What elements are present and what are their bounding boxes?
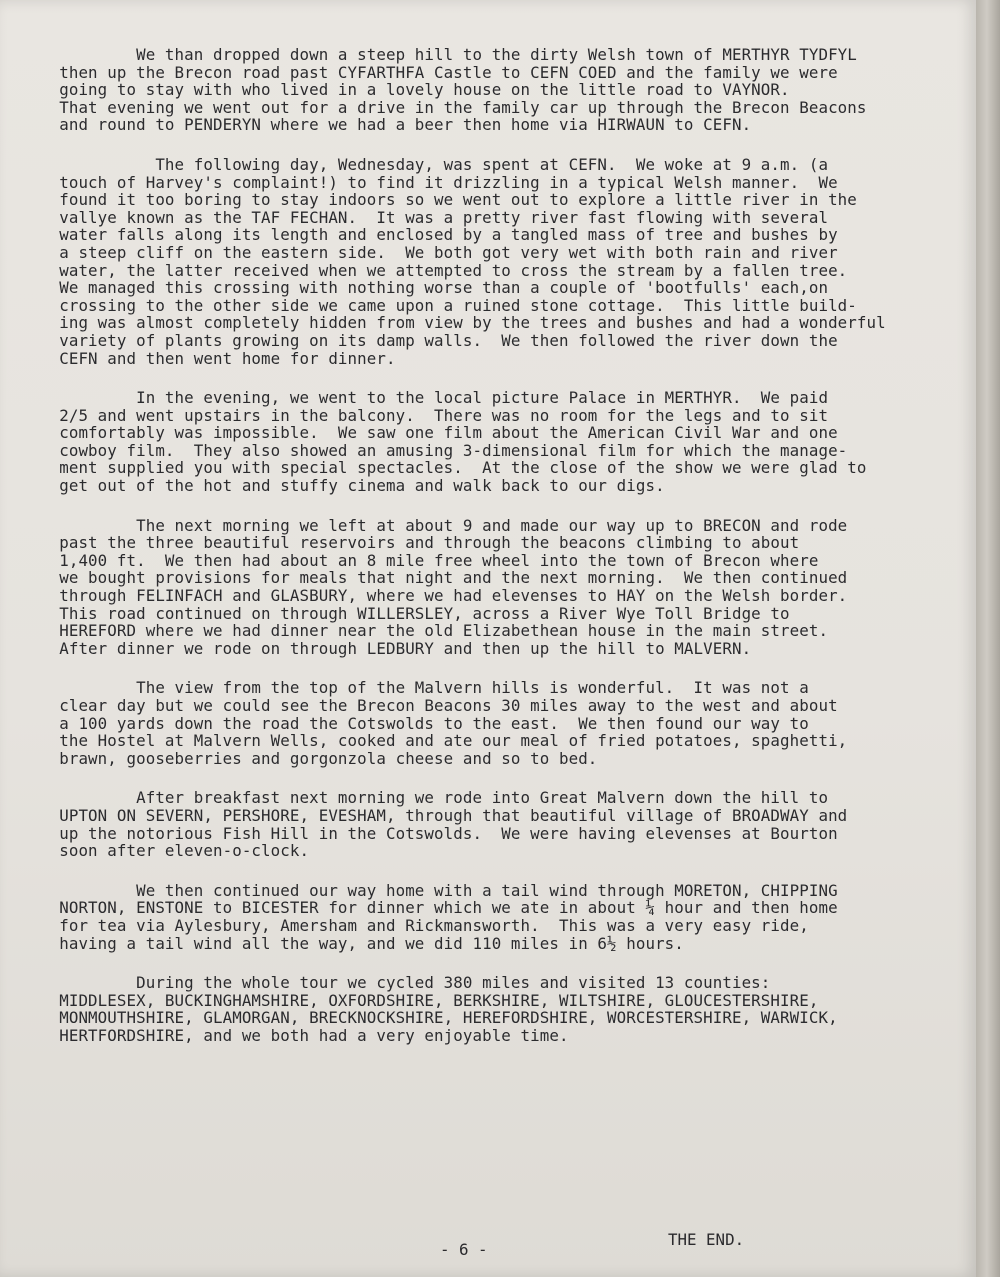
text-line: MONMOUTHSHIRE, GLAMORGAN, BRECKNOCKSHIRE, HEREFORDSHIRE, WORCESTERSHIRE, WARWICK,	[40, 1008, 838, 1028]
text-line: a 100 yards down the road the Cotswolds to the east. We then found our way to	[40, 713, 809, 733]
text-line: clear day but we could see the Brecon Beacons 30 miles away to the west and about	[40, 696, 838, 715]
text-line: MIDDLESEX, BUCKINGHAMSHIRE, OXFORDSHIRE, BERKSHIRE, WILTSHIRE, GLOUCESTERSHIRE,	[40, 990, 819, 1010]
page-footer	[0, 1226, 976, 1259]
text-line: The next morning we left at about 9 and made our way up to BRECON and rode	[40, 515, 848, 535]
text-line: and round to PENDERYN where we had a beer then home via HIRWAUN to CEFN.	[40, 115, 752, 135]
text-line: touch of Harvey's complaint!) to find it drizzling in a typical Welsh manner. We	[40, 172, 838, 192]
text-line: During the whole tour we cycled 380 miles and visited 13 counties:	[40, 973, 771, 993]
text-line: cowboy film. They also showed an amusing 3-dimensional film for which the manage-	[40, 440, 848, 460]
text-line: a steep cliff on the eastern side. We both got very wet with both rain and river	[40, 242, 838, 262]
text-line: HERTFORDSHIRE, and we both had a very enjoyable time.	[40, 1025, 569, 1045]
text-line: We than dropped down a steep hill to the dirty Welsh town of MERTHYR TYDFYL	[40, 45, 857, 64]
text-line: In the evening, we went to the local picture Palace in MERTHYR. We paid	[40, 388, 829, 408]
paragraph-malvern	[40, 679, 970, 767]
text-line: for tea via Aylesbury, Amersham and Rickmansworth. This was a very easy ride,	[40, 915, 809, 935]
paragraph-merthyr	[40, 46, 970, 134]
text-line: The view from the top of the Malvern hills is wonderful. It was not a	[40, 678, 809, 698]
text-line: That evening we went out for a drive in the family car up through the Brecon Beacons	[40, 97, 867, 117]
text-line: 2/5 and went upstairs in the balcony. There was no room for the legs and to sit	[40, 405, 829, 425]
paragraph-cinema	[40, 389, 970, 495]
text-line: HEREFORD where we had dinner near the old Elizabethean house in the main street.	[40, 621, 829, 641]
text-line: up the notorious Fish Hill in the Cotswolds. We were having elevenses at Bourton	[40, 823, 838, 843]
text-line: ing was almost completely hidden from view by the trees and bushes and had a wonderful	[40, 313, 886, 333]
text-line: past the three beautiful reservoirs and through the beacons climbing to about	[40, 533, 800, 553]
text-line: vallye known as the TAF FECHAN. It was a pretty river fast flowing with several	[40, 207, 829, 227]
text-line: 1,400 ft. We then had about an 8 mile free wheel into the town of Brecon where	[40, 550, 819, 570]
paragraph-brecon	[40, 517, 970, 658]
text-line: After breakfast next morning we rode into Great Malvern down the hill to	[40, 788, 829, 808]
text-line: NORTON, ENSTONE to BICESTER for dinner which we ate in about ¼ hour and then home	[40, 898, 838, 918]
paragraph-broadway	[40, 789, 970, 859]
paragraph-summary	[40, 974, 970, 1044]
text-line: We then continued our way home with a tail wind through MORETON, CHIPPING	[40, 880, 838, 900]
paragraph-wednesday	[40, 156, 970, 367]
page-body	[40, 46, 970, 1067]
text-line: UPTON ON SEVERN, PERSHORE, EVESHAM, through that beautiful village of BROADWAY and	[40, 805, 848, 825]
text-line: ment supplied you with special spectacles. At the close of the show we were glad to	[40, 458, 867, 478]
text-line: comfortably was impossible. We saw one film about the American Civil War and one	[40, 423, 838, 443]
text-line: water falls along its length and enclosed by a tangled mass of tree and bushes by	[40, 225, 838, 245]
text-line: soon after eleven-o-clock.	[40, 841, 310, 861]
the-end-label: THE END.	[668, 1230, 745, 1249]
text-line: brawn, gooseberries and gorgonzola cheese and so to bed.	[40, 748, 598, 768]
text-line: water, the latter received when we attempted to cross the stream by a fallen tree.	[40, 260, 848, 280]
text-line: variety of plants growing on its damp walls. We then followed the river down the	[40, 330, 838, 350]
text-line: found it too boring to stay indoors so we went out to explore a little river in the	[40, 190, 857, 210]
text-line: The following day, Wednesday, was spent at CEFN. We woke at 9 a.m. (a	[40, 154, 829, 174]
text-line: We managed this crossing with nothing worse than a couple of 'bootfulls' each,on	[40, 278, 829, 298]
text-line: then up the Brecon road past CYFARTHFA Castle to CEFN COED and the family we were	[40, 62, 838, 82]
text-line: going to stay with who lived in a lovely house on the little road to VAYNOR.	[40, 80, 790, 100]
text-line: crossing to the other side we came upon a ruined stone cottage. This little build-	[40, 295, 857, 315]
text-line: After dinner we rode on through LEDBURY and then up the hill to MALVERN.	[40, 638, 752, 658]
paragraph-home	[40, 882, 970, 952]
text-line: get out of the hot and stuffy cinema and walk back to our digs.	[40, 476, 665, 496]
text-line: This road continued on through WILLERSLEY, across a River Wye Toll Bridge to	[40, 603, 790, 623]
text-line: the Hostel at Malvern Wells, cooked and ate our meal of fried potatoes, spaghetti,	[40, 731, 848, 751]
text-line: we bought provisions for meals that night and the next morning. We then continued	[40, 568, 848, 588]
page-number: - 6 -	[440, 1240, 488, 1259]
text-line: CEFN and then went home for dinner.	[40, 348, 396, 368]
page-edge	[976, 0, 1000, 1277]
text-line: through FELINFACH and GLASBURY, where we had elevenses to HAY on the Welsh border.	[40, 586, 848, 606]
text-line: having a tail wind all the way, and we did 110 miles in 6½ hours.	[40, 933, 684, 953]
